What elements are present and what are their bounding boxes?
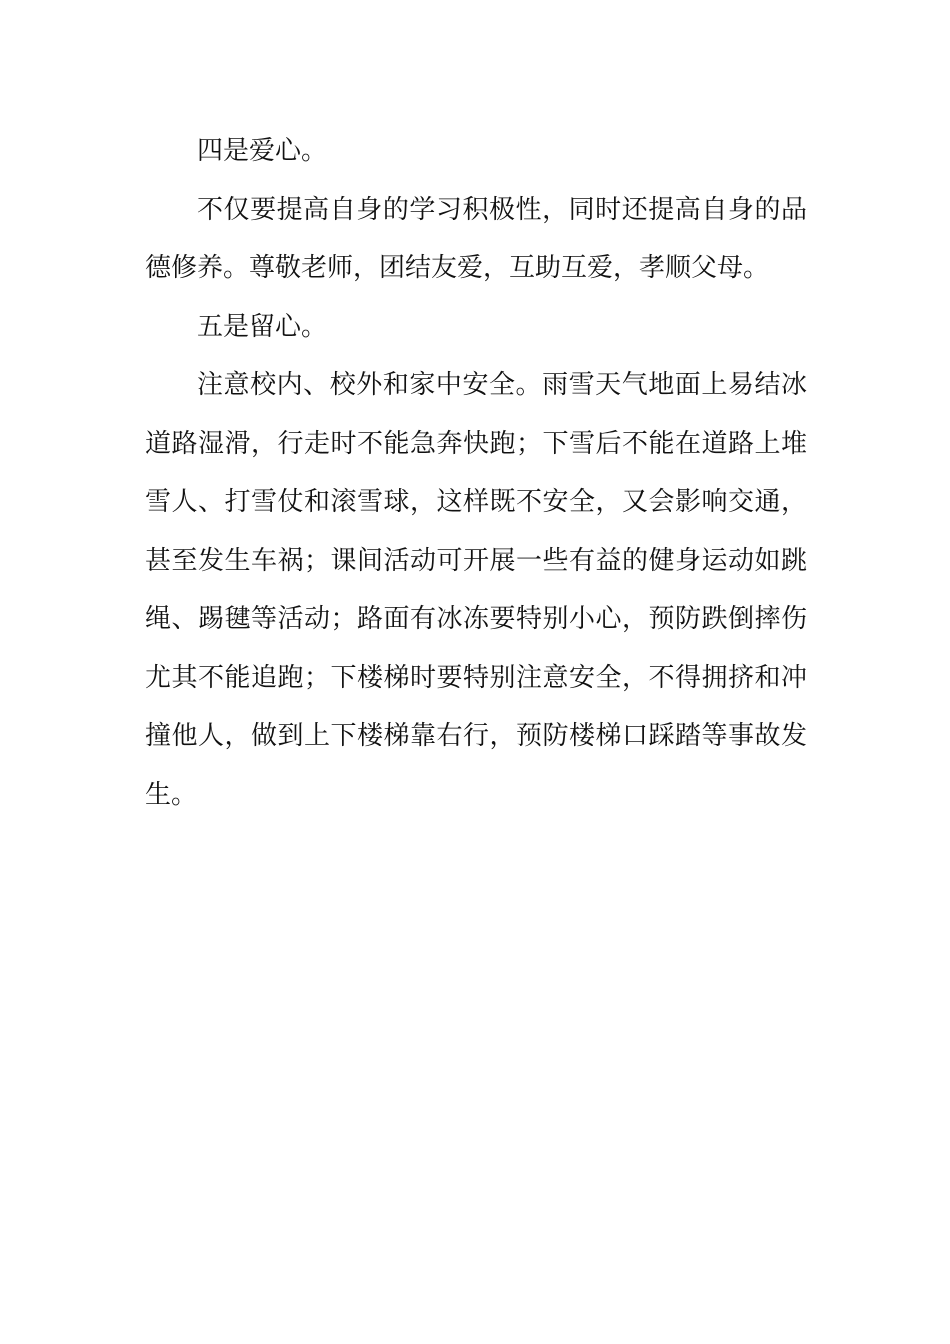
paragraph-love: 不仅要提高自身的学习积极性，同时还提高自身的品德修养。尊敬老师，团结友爱，互助互爱，孝顺父母。: [145, 194, 807, 283]
document-body: [145, 122, 807, 824]
paragraph-safety: 注意校内、校外和家中安全。雨雪天气地面上易结冰道路湿滑，行走时不能急奔快跑；下雪后不能在道路上堆雪人、打雪仗和滚雪球，这样既不安全，又会影响交通，甚至发生车祸；课间活动可开展一些有益的健身运动如跳绳、踢毽等活动；路面有冰冻要特别小心，预防跌倒摔伤尤其不能追跑；下楼梯时要特别注意安全，不得拥挤和冲撞他人，做到上下楼梯靠右行，预防楼梯口踩踏等事故发生。: [145, 370, 807, 810]
section-heading-love: 四是爱心。: [197, 136, 328, 166]
section-heading-care: 五是留心。: [197, 311, 328, 342]
